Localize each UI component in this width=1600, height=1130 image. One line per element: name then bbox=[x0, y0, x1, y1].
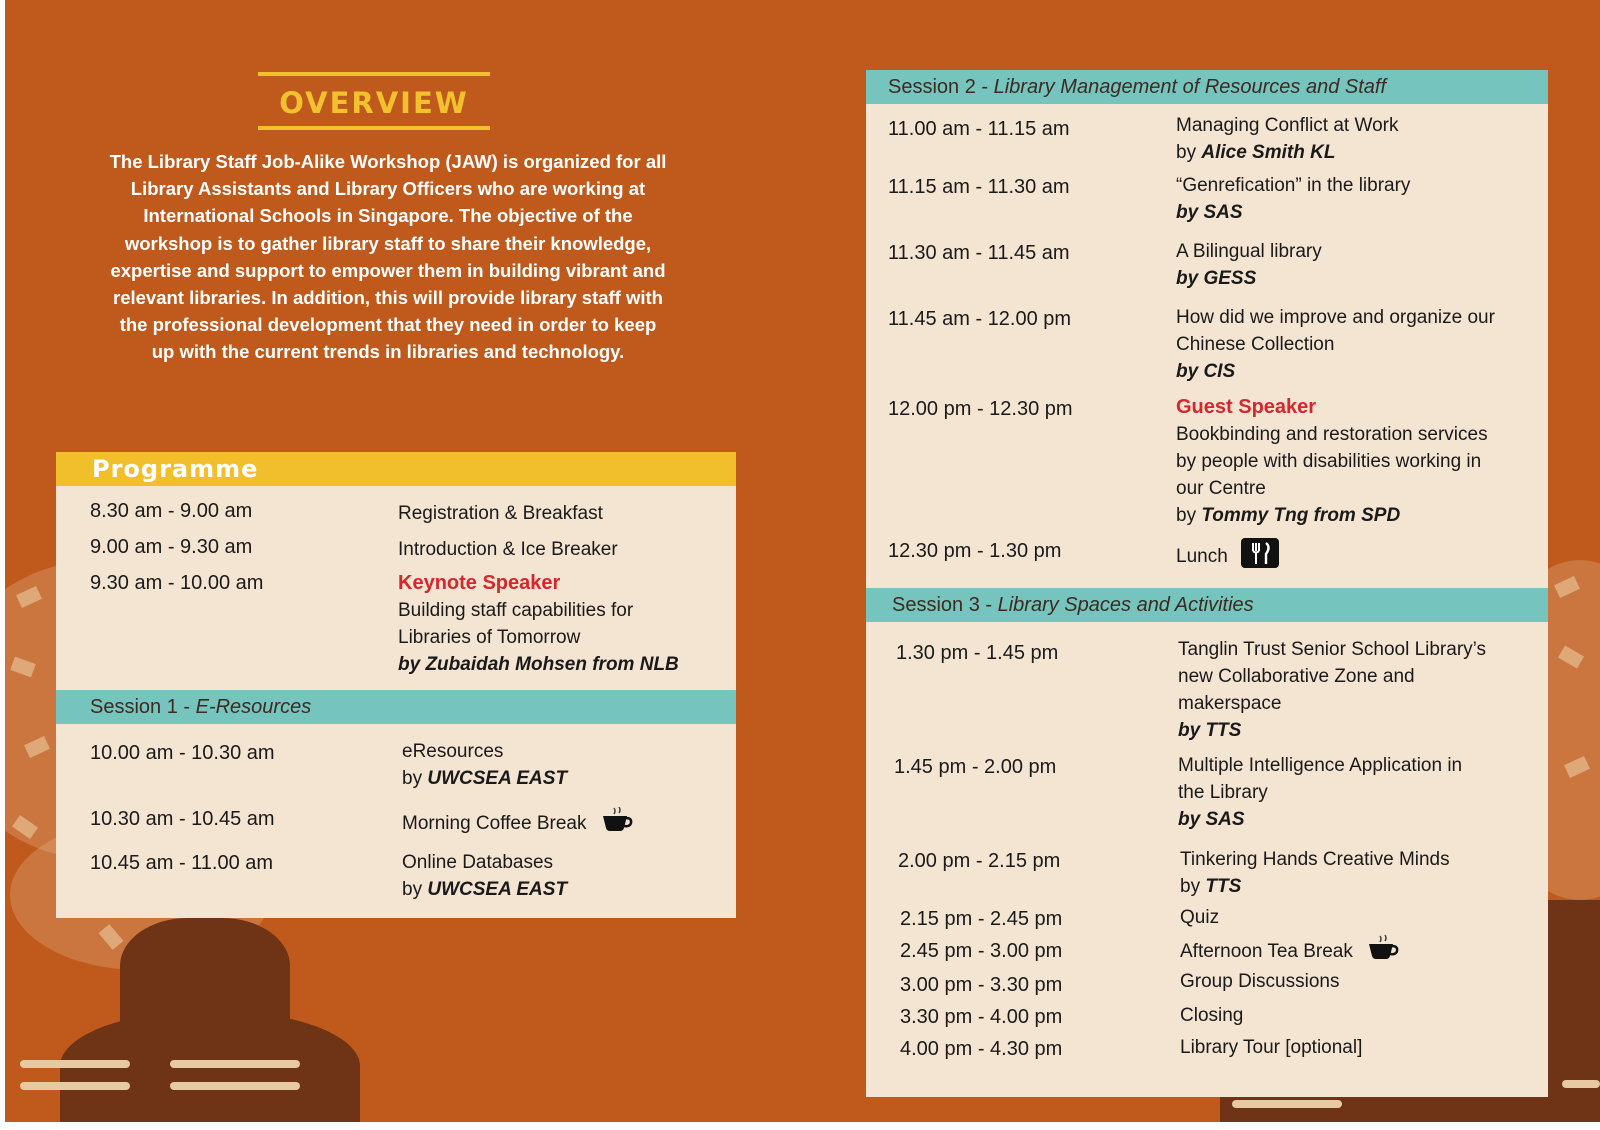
session-2-title: Library Management of Resources and Staff bbox=[993, 76, 1387, 98]
keynote-desc-line-1: Building staff capabilities for bbox=[398, 600, 634, 621]
session-3-desc-4: Quiz bbox=[1180, 907, 1220, 928]
session-2-time-2: 11.15 am - 11.30 am bbox=[888, 176, 1070, 198]
session-2-item-3 bbox=[1176, 238, 1322, 292]
session-3-item-3 bbox=[1180, 846, 1450, 900]
session-3-item-1 bbox=[1178, 636, 1486, 744]
overview-rule-bottom bbox=[258, 126, 490, 130]
session-3-item-2 bbox=[1178, 752, 1462, 833]
session-3-time-4: 2.15 pm - 2.45 pm bbox=[900, 908, 1063, 930]
session-1-desc-2: Morning Coffee Break bbox=[402, 813, 587, 835]
session-3-presenter-1: by TTS bbox=[1178, 720, 1242, 741]
session-1-prefix: Session 1 - bbox=[90, 696, 196, 718]
session-1-time-3: 10.45 am - 11.00 am bbox=[90, 852, 274, 874]
session-3-time-6: 3.00 pm - 3.30 pm bbox=[900, 974, 1063, 996]
programme-desc-2: Introduction & Ice Breaker bbox=[398, 539, 618, 560]
session-3-desc-1b: new Collaborative Zone and bbox=[1178, 666, 1415, 687]
programme-time-3: 9.30 am - 10.00 am bbox=[90, 572, 264, 594]
session-2-by-prefix-1: by bbox=[1176, 142, 1202, 163]
session-1-by-prefix-3: by bbox=[402, 879, 428, 900]
guest-by-prefix: by bbox=[1176, 505, 1202, 526]
guest-speaker-label: Guest Speaker bbox=[1176, 396, 1317, 418]
session-3-time-5: 2.45 pm - 3.00 pm bbox=[900, 940, 1063, 962]
session-3-desc-8: Library Tour [optional] bbox=[1180, 1037, 1363, 1058]
programme-time-1: 8.30 am - 9.00 am bbox=[90, 500, 253, 522]
session-1-presenter-1: UWCSEA EAST bbox=[427, 768, 568, 789]
session-3-time-2: 1.45 pm - 2.00 pm bbox=[894, 756, 1057, 778]
session-1-time-1: 10.00 am - 10.30 am bbox=[90, 742, 275, 764]
keynote-block bbox=[398, 570, 679, 678]
page-edge-left bbox=[0, 0, 5, 1130]
session-1-desc-1: eResources bbox=[402, 741, 504, 762]
session-2-item-4 bbox=[1176, 304, 1495, 385]
session-3-time-3: 2.00 pm - 2.15 pm bbox=[898, 850, 1061, 872]
session-2-time-1: 11.00 am - 11.15 am bbox=[888, 118, 1070, 140]
guest-speaker-block bbox=[1176, 394, 1488, 529]
session-2-desc-3: A Bilingual library bbox=[1176, 241, 1322, 262]
coffee-cup-icon bbox=[600, 806, 634, 842]
session-1-desc-3: Online Databases bbox=[402, 852, 554, 873]
session-2-presenter-1: Alice Smith KL bbox=[1201, 142, 1336, 163]
session-1-by-prefix-1: by bbox=[402, 768, 428, 789]
session-3-time-7: 3.30 pm - 4.00 pm bbox=[900, 1006, 1063, 1028]
session-2-desc-4b: Chinese Collection bbox=[1176, 334, 1335, 355]
session-3-presenter-3: TTS bbox=[1205, 876, 1242, 897]
overview-title: OVERVIEW bbox=[279, 86, 469, 120]
session-3-time-8: 4.00 pm - 4.30 pm bbox=[900, 1038, 1063, 1060]
session-3-desc-1c: makerspace bbox=[1178, 693, 1282, 714]
session-1-item-2 bbox=[402, 806, 634, 842]
session-3-item-5 bbox=[1180, 934, 1400, 970]
session-3-time-1: 1.30 pm - 1.45 pm bbox=[896, 642, 1059, 664]
session-1-presenter-3: UWCSEA EAST bbox=[427, 879, 568, 900]
guest-speaker-name: Tommy Tng from SPD bbox=[1201, 505, 1401, 526]
session-3-desc-3: Tinkering Hands Creative Minds bbox=[1180, 849, 1450, 870]
guest-desc-line-2: by people with disabilities working in bbox=[1176, 451, 1482, 472]
session-2-desc-4a: How did we improve and organize our bbox=[1176, 307, 1495, 328]
session-2-presenter-3: by GESS bbox=[1176, 268, 1257, 289]
session-2-item-2 bbox=[1176, 172, 1410, 226]
session-2-time-3: 11.30 am - 11.45 am bbox=[888, 242, 1070, 264]
session-2-desc-2: “Genrefication” in the library bbox=[1176, 175, 1411, 196]
programme-title: Programme bbox=[56, 452, 736, 486]
session-1-item-1 bbox=[402, 738, 567, 792]
session-3-by-prefix-3: by bbox=[1180, 876, 1206, 897]
page-edge-bottom bbox=[0, 1122, 1600, 1130]
tea-cup-icon bbox=[1366, 934, 1400, 970]
session-3-bar bbox=[866, 588, 1548, 622]
guest-desc-line-1: Bookbinding and restoration services bbox=[1176, 424, 1488, 445]
session-1-title: E-Resources bbox=[195, 696, 312, 718]
session-2-prefix: Session 2 - bbox=[888, 76, 994, 98]
session-2-presenter-4: by CIS bbox=[1176, 361, 1236, 382]
session-2-desc-1: Managing Conflict at Work bbox=[1176, 115, 1399, 136]
session-2-desc-6: Lunch bbox=[1176, 546, 1228, 568]
session-3-desc-5: Afternoon Tea Break bbox=[1180, 941, 1353, 963]
session-2-item-6 bbox=[1176, 538, 1279, 576]
session-1-bar bbox=[56, 690, 736, 724]
programme-desc-1: Registration & Breakfast bbox=[398, 503, 603, 524]
session-3-desc-2b: the Library bbox=[1178, 782, 1268, 803]
session-1-item-3 bbox=[402, 849, 567, 903]
guest-desc-line-3: our Centre bbox=[1176, 478, 1266, 499]
overview-heading bbox=[258, 72, 490, 130]
session-3-presenter-2: by SAS bbox=[1178, 809, 1245, 830]
keynote-speaker: by Zubaidah Mohsen from NLB bbox=[398, 654, 679, 675]
session-3-desc-1a: Tanglin Trust Senior School Library’s bbox=[1178, 639, 1487, 660]
session-3-prefix: Session 3 - bbox=[892, 594, 998, 616]
session-2-bar bbox=[866, 70, 1548, 104]
session-1-time-2: 10.30 am - 10.45 am bbox=[90, 808, 275, 830]
session-2-item-1 bbox=[1176, 112, 1398, 166]
fork-knife-icon bbox=[1241, 538, 1279, 576]
session-2-time-5: 12.00 pm - 12.30 pm bbox=[888, 398, 1073, 420]
session-2-time-6: 12.30 pm - 1.30 pm bbox=[888, 540, 1062, 562]
overview-text: The Library Staff Job-Alike Workshop (JAW) is organized for all Library Assistants and Library Officers who are working at International Schools in Singapore. The objective of the workshop is to gather library staff to share their knowledge, expertise and support to empower them in building vibrant and relevant libraries. In addition, this will provide library staff with the professional development that they need in order to keep up with the current trends in libraries and technology. bbox=[109, 151, 667, 363]
keynote-desc-line-2: Libraries of Tomorrow bbox=[398, 627, 581, 648]
session-2-presenter-2: by SAS bbox=[1176, 202, 1243, 223]
session-3-desc-7: Closing bbox=[1180, 1005, 1244, 1026]
session-3-desc-6: Group Discussions bbox=[1180, 971, 1340, 992]
session-3-desc-2a: Multiple Intelligence Application in bbox=[1178, 755, 1463, 776]
session-2-time-4: 11.45 am - 12.00 pm bbox=[888, 308, 1072, 330]
keynote-label: Keynote Speaker bbox=[398, 572, 561, 594]
programme-time-2: 9.00 am - 9.30 am bbox=[90, 536, 253, 558]
session-3-title: Library Spaces and Activities bbox=[997, 594, 1254, 616]
